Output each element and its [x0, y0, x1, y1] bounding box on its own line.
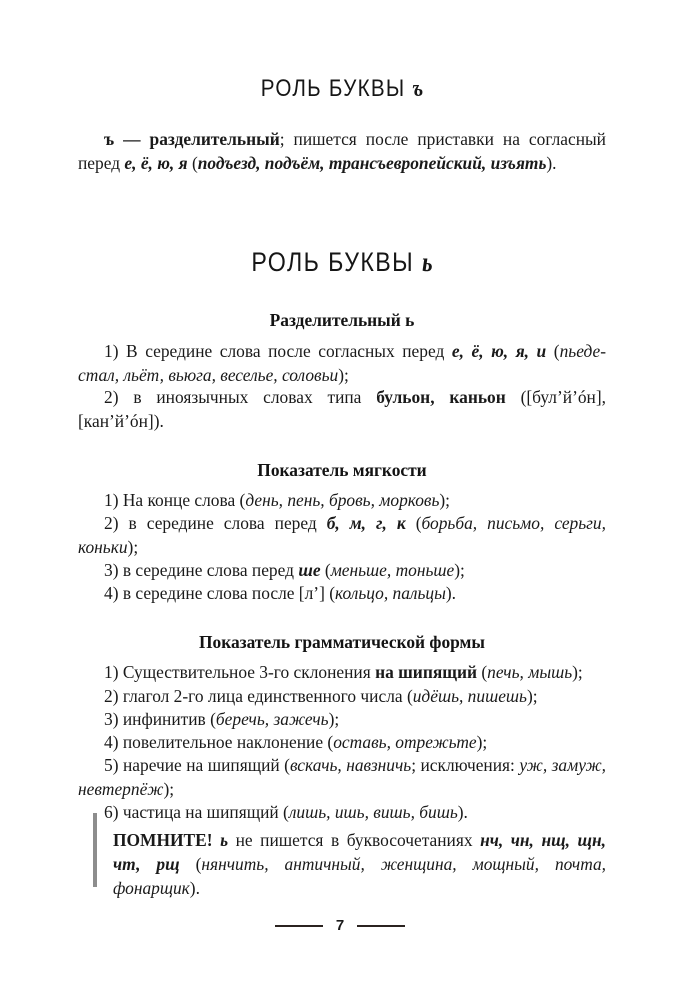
remember-examples: нянчить, античный, женщина, мощный, почта, фонарщик — [113, 854, 607, 899]
item-marker: 2) — [104, 686, 119, 707]
list-item-2-1 — [78, 489, 606, 512]
item-close: ); — [572, 662, 583, 683]
item-exceptions: уж, замуж, невтерпёж — [78, 755, 607, 799]
item-examples: вскачь, навзничь — [289, 755, 412, 776]
remember-label: ПОМНИТЕ! — [113, 830, 213, 851]
item-bold: бульон, каньон — [376, 387, 506, 408]
list-item-2-4 — [78, 582, 606, 605]
subheading-pokazatel-grammaticheskoy-formy: Показатель грамматической формы — [199, 632, 485, 653]
remember-body: не пишется в буквосочетаниях — [228, 830, 481, 851]
item-close: ); — [526, 686, 538, 707]
callout-accent-bar — [93, 813, 97, 887]
remember-open-paren: ( — [179, 854, 202, 875]
item-bold: ше — [298, 560, 321, 581]
remember-text — [113, 828, 606, 900]
item-transcription: [бул’й’óн], [кан’й’óн] — [78, 387, 607, 431]
item-text: инфинитив ( — [118, 709, 216, 730]
hard-sign-vowels: е, ё, ю, я — [124, 152, 188, 173]
item-open-paren: ( — [476, 662, 488, 683]
item-close: ). — [445, 583, 457, 604]
hard-sign-open-paren: ( — [187, 152, 198, 173]
item-marker: 1) — [104, 490, 119, 511]
item-close: ); — [476, 732, 488, 753]
item-close: ); — [338, 364, 349, 385]
item-close: ); — [439, 490, 451, 511]
item-text: повелительное наклонение ( — [118, 732, 334, 753]
item-examples: пьеде-стал, льёт, вьюга, веселье, соловьи — [78, 341, 607, 385]
item-open-paren: ( — [505, 387, 527, 408]
item-marker: 5) — [104, 755, 119, 776]
item-marker: 2) — [104, 513, 119, 534]
section-title-hard-sign-letter: ъ — [412, 76, 424, 103]
list-item-2-3 — [78, 559, 606, 582]
hard-sign-letter: ъ — [104, 129, 115, 150]
item-text: частица на шипящий ( — [118, 802, 289, 823]
item-marker: 3) — [104, 560, 119, 581]
item-open-paren: ( — [320, 560, 331, 581]
section-title-soft-sign — [115, 245, 569, 279]
item-close: ); — [127, 536, 139, 557]
hard-sign-rule-bold: разделительный — [149, 129, 280, 150]
item-examples: меньше, тоньше — [330, 560, 455, 581]
item-close: ). — [153, 410, 164, 431]
item-middle-text: ; исключения: — [411, 755, 520, 776]
hard-sign-rule-text: ; пишется после приставки на согласный перед — [78, 129, 606, 173]
item-close: ); — [163, 778, 175, 799]
hard-sign-dash: — — [114, 129, 150, 150]
section-title-soft-sign-text: РОЛЬ БУКВЫ — [251, 247, 422, 278]
page-number: 7 — [335, 917, 345, 934]
list-item-3-5 — [78, 754, 606, 800]
hard-sign-examples: подъезд, подъём, трансъевропейский, изъять — [197, 152, 547, 173]
item-bold: е, ё, ю, я, и — [451, 341, 547, 362]
item-close: ). — [457, 802, 468, 823]
item-examples: лишь, ишь, вишь, бишь — [288, 802, 458, 823]
item-text: в иноязычных словах типа — [118, 387, 377, 408]
footer-rule-left — [275, 925, 323, 927]
remember-combos: нч, чн, нщ, щн, чт, рщ — [113, 830, 606, 875]
item-text: глагол 2-го лица единственного числа ( — [118, 686, 413, 707]
hard-sign-close-paren: ). — [546, 152, 557, 173]
subheading-pokazatel-myagkosti: Показатель мягкости — [257, 460, 427, 481]
item-marker: 4) — [104, 583, 119, 604]
item-text: в середине слова перед — [118, 560, 299, 581]
list-item-3-1 — [78, 661, 606, 684]
list-item-3-4 — [78, 731, 606, 754]
item-marker: 1) — [104, 662, 119, 683]
item-marker: 4) — [104, 732, 119, 753]
page-footer — [0, 918, 680, 933]
section-title-hard-sign-text: РОЛЬ БУКВЫ — [260, 75, 413, 103]
list-item-1-1 — [78, 340, 606, 386]
hard-sign-rule-paragraph — [78, 128, 606, 174]
item-text: На конце слова ( — [118, 490, 246, 511]
list-item-3-3 — [78, 708, 606, 731]
item-marker: 2) — [104, 387, 119, 408]
item-open-paren: ( — [405, 513, 422, 534]
item-text: В середине слова после согласных перед — [118, 341, 452, 362]
item-examples: день, пень, бровь, морковь — [245, 490, 440, 511]
item-text: наречие на шипящий ( — [118, 755, 290, 776]
item-close: ); — [328, 709, 340, 730]
list-item-2-2 — [78, 512, 606, 558]
item-text: в середине слова перед — [118, 513, 327, 534]
item-marker: 6) — [104, 802, 119, 823]
section-title-hard-sign — [115, 74, 569, 104]
remember-callout — [93, 811, 606, 918]
list-item-3-2 — [78, 685, 606, 708]
section-title-soft-sign-letter: ь — [421, 247, 433, 278]
item-bold: б, м, г, к — [326, 513, 406, 534]
item-text: в середине слова после [л’] ( — [118, 583, 335, 604]
remember-close-paren: ). — [189, 878, 200, 899]
item-examples: печь, мышь — [487, 662, 573, 683]
item-open-paren: ( — [546, 341, 560, 362]
list-item-1-2 — [78, 386, 606, 432]
subheading-razdelitelny: Разделительный ь — [269, 310, 415, 331]
item-marker: 1) — [104, 341, 119, 362]
item-examples: идёшь, пишешь — [412, 686, 527, 707]
item-marker: 3) — [104, 709, 119, 730]
item-examples: борьба, письмо, серьги, коньки — [78, 513, 606, 557]
item-examples: беречь, зажечь — [215, 709, 329, 730]
item-examples: оставь, отрежьте — [333, 732, 477, 753]
item-bold: на шипящий — [375, 662, 477, 683]
item-examples: кольцо, пальцы — [335, 583, 446, 604]
item-text: Существительное 3-го склонения — [118, 662, 376, 683]
item-close: ); — [454, 560, 465, 581]
footer-rule-right — [357, 925, 405, 927]
remember-letter: ь — [220, 830, 229, 851]
